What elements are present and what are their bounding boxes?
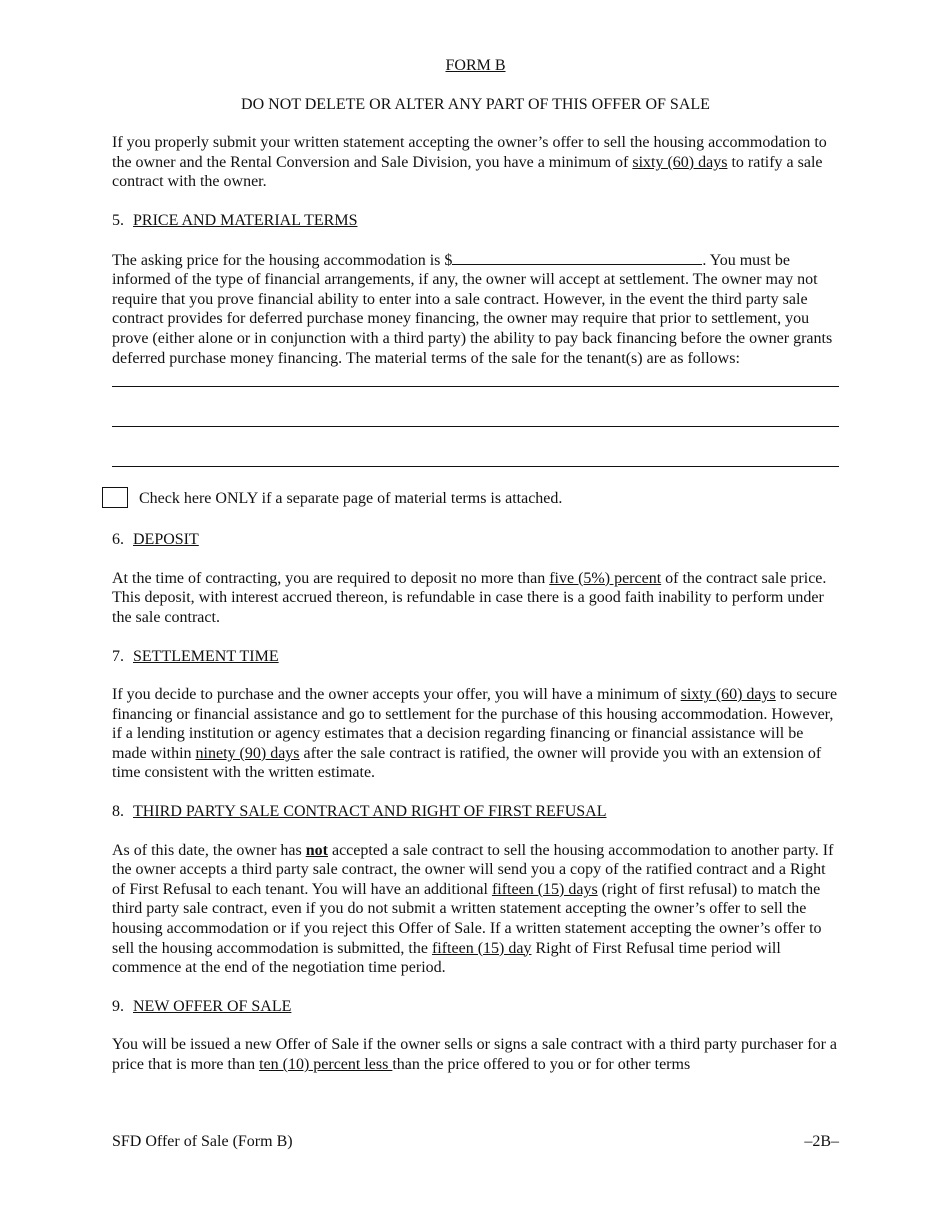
material-terms-line[interactable]: [112, 426, 839, 427]
section-7-heading: 7. SETTLEMENT TIME: [112, 647, 279, 665]
do-not-alter-warning: DO NOT DELETE OR ALTER ANY PART OF THIS OFFER OF SALE: [241, 95, 710, 113]
section-6-heading: 6. DEPOSIT: [112, 531, 199, 549]
section-5-heading: 5. PRICE AND MATERIAL TERMS: [112, 211, 358, 229]
separate-page-check-label: Check here ONLY if a separate page of material terms is attached.: [139, 490, 563, 508]
asking-price-blank[interactable]: [452, 250, 702, 265]
section-6-paragraph: At the time of contracting, you are required to deposit no more than five (5%) percent of the contract sale price. This deposit, with interest accrued thereon, is refundable in case there is a good faith inability to perform under the sale contract.: [112, 569, 827, 626]
intro-paragraph: If you properly submit your written statement accepting the owner’s offer to sell the housing accommodation to the owner and the Rental Conversion and Sale Division, you have a minimum of sixty (60) days to ratify a sale contract with the owner.: [112, 134, 827, 191]
material-terms-line[interactable]: [112, 466, 839, 467]
form-title: FORM B: [445, 57, 506, 74]
document-page: [112, 56, 839, 1075]
section-7-paragraph: If you decide to purchase and the owner accepts your offer, you will have a minimum of sixty (60) days to secure financing or financial assistance and go to settlement for the purchase of this housing accommodation. However, if a lending institution or agency estimates that a decision regarding financing or financial assistance will be made within ninety (90) days after the sale contract is ratified, the owner will provide you with an extension of time consistent with the written estimate.: [112, 686, 838, 782]
material-terms-line[interactable]: [112, 386, 839, 387]
section-8-paragraph: As of this date, the owner has not accepted a sale contract to sell the housing accommodation to another party. If the owner accepts a third party sale contract, the owner will send you a copy of the ratified contract and a Right of First Refusal to each tenant. You will have an additional fifteen (15) days (right of first refusal) to match the third party sale contract, even if you do not submit a written statement accepting the owner’s offer to sell the housing accommodation or if you reject this Offer of Sale. If a written statement accepting the owner’s offer to sell the housing accommodation is submitted, the fifteen (15) day Right of First Refusal time period will commence at the end of the negotiation time period.: [112, 841, 834, 977]
footer-form-name: SFD Offer of Sale (Form B): [112, 1133, 293, 1150]
section-9-paragraph: You will be issued a new Offer of Sale if the owner sells or signs a sale contract with a third party purchaser for a price that is more than ten (10) percent less than the price offered to you or for other terms: [112, 1036, 837, 1073]
section-9-heading: 9. NEW OFFER OF SALE: [112, 997, 292, 1015]
separate-page-check-row: [112, 489, 839, 511]
section-5-paragraph: The asking price for the housing accommodation is $ . You must be informed of the type of financial arrangements, if any, the owner will accept at settlement. The owner may not require that you prove financial ability to enter into a sale contract. However, in the event the third party sale contract provides for deferred purchase money financing, the owner may require that prior to settlement, you prove (either alone or in conjunction with a third party) the ability to pay back financing before the owner grants deferred purchase money financing. The material terms of the sale for the tenant(s) are as follows:: [112, 251, 833, 367]
section-8-heading: 8. THIRD PARTY SALE CONTRACT AND RIGHT OF FIRST REFUSAL: [112, 803, 607, 821]
footer-page-number: –2B–: [804, 1133, 839, 1150]
material-terms-lines[interactable]: [112, 386, 839, 467]
separate-page-checkbox[interactable]: [102, 487, 128, 508]
